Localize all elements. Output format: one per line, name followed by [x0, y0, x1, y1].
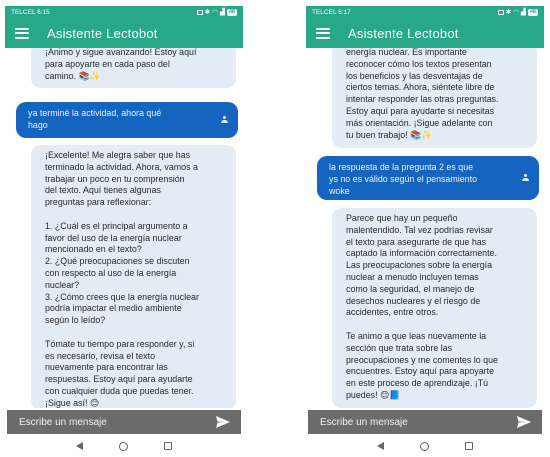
right-phone-screen [306, 6, 544, 456]
recent-apps-icon[interactable] [465, 442, 473, 450]
home-icon[interactable] [420, 442, 429, 451]
bluetooth-icon: ✱ [204, 9, 211, 16]
user-avatar-icon [522, 174, 529, 181]
nfc-icon [197, 10, 203, 15]
status-icons [498, 8, 538, 16]
status-time: TELCEL 6:15 [11, 8, 50, 16]
app-bar [306, 18, 544, 48]
home-icon[interactable] [119, 442, 128, 451]
status-bar [306, 6, 544, 18]
chat-area[interactable] [306, 48, 544, 408]
send-icon[interactable] [516, 415, 532, 429]
battery-icon: 48 [228, 8, 235, 15]
bot-message [31, 145, 236, 408]
back-icon[interactable] [76, 442, 83, 450]
status-icons [197, 8, 237, 16]
system-nav-bar [5, 436, 243, 456]
bot-message-text: Parece que hay un pequeño malentendido. Tal vez podrías revisar el texto para asegurarte de que has captado la información correctamente. Las preocupaciones sobre la energía nuclear a menudo incluyen temas como la seguridad, el manejo de desechos nucleares y el riesgo de accidentes, entre otros. Te animo a que leas nuevamente la sección que trata sobre las preocupaciones y me comentes lo que encuentres. Estoy aquí para apoyarte en este proceso de aprendizaje. ¡Tú puedes! 😊📘 [346, 213, 498, 400]
user-message-text: ya terminé la actividad, ahora qué hago [28, 108, 162, 130]
app-title: Asistente Lectobot [47, 25, 158, 41]
send-icon[interactable] [215, 415, 231, 429]
wifi-icon: ◠ [212, 9, 218, 16]
message-input[interactable]: Escribe un mensaje [19, 416, 107, 428]
bot-message [332, 48, 537, 148]
bot-message [332, 208, 537, 408]
recent-apps-icon[interactable] [164, 442, 172, 450]
message-input-bar [308, 410, 542, 434]
back-icon[interactable] [377, 442, 384, 450]
signal-icon: ▟ [219, 9, 225, 16]
user-avatar-icon [221, 116, 228, 123]
message-input[interactable]: Escribe un mensaje [320, 416, 408, 428]
battery-icon: 48 [529, 8, 536, 15]
user-message [317, 156, 539, 200]
bot-message-text: ¡Ánimo y sigue avanzando! Estoy aquí para apoyarte en cada paso del camino. 📚✨ [45, 48, 197, 81]
message-input-bar [7, 410, 241, 434]
wifi-icon: ◠ [513, 9, 519, 16]
user-message-text: la respuesta de la pregunta 2 es que ys no es válido según el pensamiento woke [329, 162, 478, 196]
menu-icon[interactable] [15, 28, 29, 39]
status-bar [5, 6, 243, 18]
bot-message-text: energía nuclear. Es importante reconocer cómo los textos presentan los beneficios y las desventajas de ciertos temas. Ahora, siéntete libre de intentar responder las otras preguntas. Estoy aquí para ayudarte si necesitas más orientación. ¡Sigue adelante con tu buen trabajo! 📚✨ [346, 48, 499, 140]
user-message [16, 102, 238, 138]
left-phone-screen [5, 6, 243, 456]
bot-message-text: ¡Excelente! Me alegra saber que has terminado la actividad. Ahora, vamos a trabajar un poco en tu comprensión del texto. Aquí tienes algunas preguntas para reflexionar: 1. ¿Cuál es el principal argumento a favor del uso de la energía nuclear mencionado en el texto? 2. ¿Qué preocupaciones se discuten con respecto al uso de la energía nuclear? 3. ¿Cómo crees que la energía nuclear podría impactar el medio ambiente según lo leído? Tómate tu tiempo para responder y, si es necesario, revisa el texto nuevamente para encontrar las respuestas. Estoy aquí para ayudarte con cualquier duda que puedas tener. ¡Sigue así! 😊 [45, 150, 199, 408]
app-title: Asistente Lectobot [348, 25, 459, 41]
status-time: TELCEL 6:17 [312, 8, 351, 16]
app-bar [5, 18, 243, 48]
signal-icon: ▟ [520, 9, 526, 16]
menu-icon[interactable] [316, 28, 330, 39]
bluetooth-icon: ✱ [505, 9, 512, 16]
nfc-icon [498, 10, 504, 15]
chat-area[interactable] [5, 48, 243, 408]
system-nav-bar [306, 436, 544, 456]
bot-message [31, 48, 236, 88]
